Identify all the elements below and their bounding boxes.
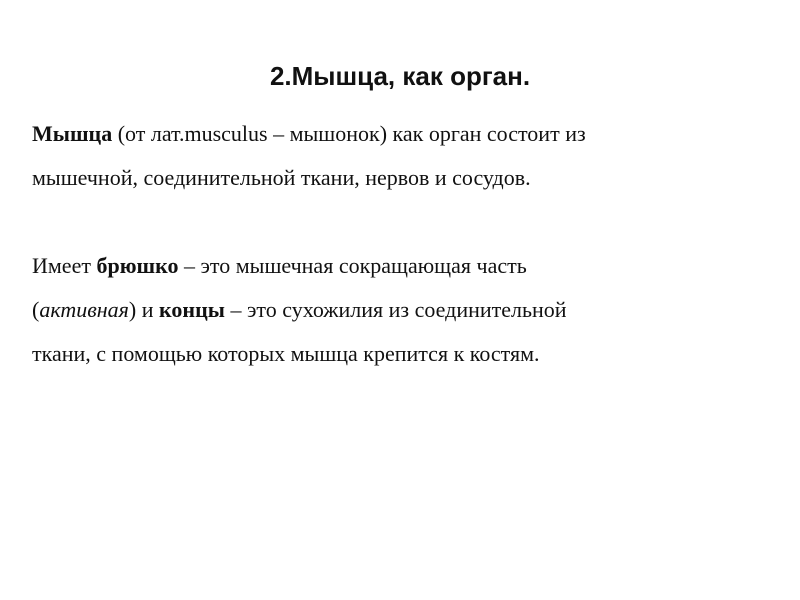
text-fragment: – это сухожилия из соединительной	[224, 297, 567, 322]
term-belly: брюшко	[96, 253, 179, 278]
text-line: мышечной, соединительной ткани, нервов и сосудов.	[32, 165, 531, 190]
text-fragment: (от лат.musculus – мышонок) как орган состоит из	[112, 121, 586, 146]
paragraph-muscle-parts	[32, 244, 732, 376]
text-fragment: – это мышечная сокращающая часть	[178, 253, 527, 278]
text-fragment: Имеет	[32, 253, 97, 278]
text-fragment: (	[32, 297, 40, 322]
text-line: ткани, с помощью которых мышца крепится к костям.	[32, 341, 540, 366]
text-line	[32, 288, 732, 332]
text-fragment: ) и	[128, 297, 160, 322]
paragraph-muscle-definition	[32, 112, 732, 200]
term-muscle: Мышца	[32, 121, 113, 146]
slide-title: 2.Мышца, как орган.	[269, 61, 531, 91]
text-line	[32, 112, 732, 156]
text-line	[32, 244, 732, 288]
term-ends: концы	[159, 297, 225, 322]
term-active: активная	[39, 297, 129, 322]
